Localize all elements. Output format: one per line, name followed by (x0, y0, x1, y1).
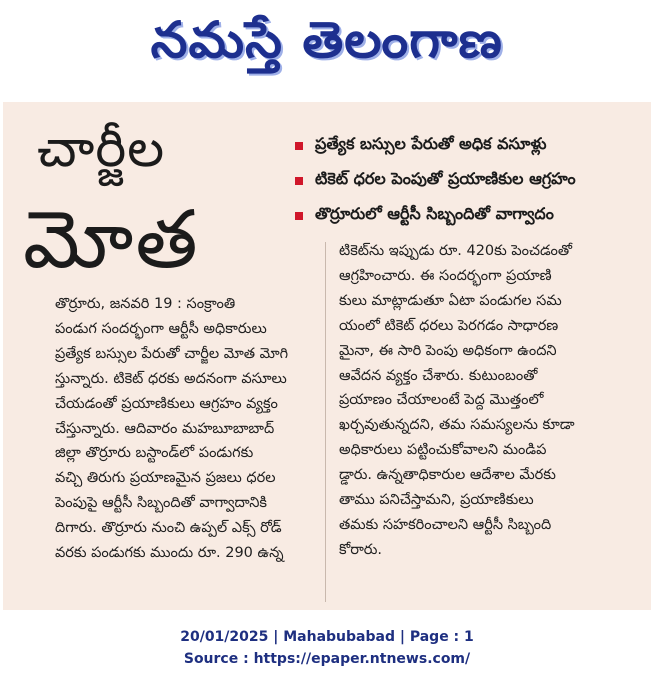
summary-bullet-text: టికెట్ ధరల పెంపుతో ప్రయాణికుల ఆగ్రహం (315, 169, 576, 188)
article-line: ఆవేదన వ్యక్తం చేశారు. కుటుంబంతో (339, 367, 538, 384)
masthead-title: నమస్తే తెలంగాణ (150, 10, 504, 69)
article-line: మైనా, ఈ సారి పెంపు అధికంగా ఉందని (339, 342, 557, 359)
article-line: తొర్రూరు, జనవరి 19 : సంక్రాంతి (55, 296, 236, 312)
article-line: స్తున్నారు. టికెట్ ధరకు అదనంగా వసూలు (55, 370, 287, 387)
article-line: తాము పనిచేస్తామని, ప్రయాణికులు (339, 492, 534, 509)
summary-bullet (295, 163, 647, 198)
article-line: వరకు పండుగకు ముందు రూ. 290 ఉన్న (55, 545, 284, 562)
article-line: ఆగ్రహించారు. ఈ సందర్భంగా ప్రయాణి (339, 267, 552, 284)
article-line: యంలో టికెట్ ధరలు పెరగడం సాధారణ (339, 317, 559, 334)
article-line: చేయడంతో ప్రయాణికులు ఆగ్రహం వ్యక్తం (55, 395, 278, 412)
article-line: కులు మాట్లాడుతూ ఏటా పండుగల సమ (339, 292, 562, 309)
article-column-right (339, 239, 631, 563)
article-line: కోరారు. (339, 541, 383, 558)
article-line: డ్డారు. ఉన్నతాధికారుల ఆదేశాల మేరకు (339, 467, 556, 484)
column-divider (325, 242, 326, 602)
article-line: జిల్లా తొర్రూరు బస్టాండ్‌లో పండుగకు (55, 445, 254, 462)
article-column-left (55, 292, 313, 566)
article-line: దిగారు. తొర్రూరు నుంచి ఉప్పల్ ఎక్స్ రోడ్ (55, 520, 282, 537)
headline-line-2: మోత (23, 193, 200, 286)
summary-bullets (295, 128, 647, 233)
article-line: ఖర్చవుతున్నదని, తమ సమస్యలను కూడా (339, 417, 575, 434)
article-line: పండుగ సందర్భంగా ఆర్టీసీ అధికారులు (55, 320, 267, 337)
red-square-bullet-icon (295, 177, 303, 185)
article-line: ప్రయాణం చేయాలంటే పెద్ద మొత్తంలో (339, 392, 544, 409)
article-line: పెంపుపై ఆర్టీసీ సిబ్బందితో వాగ్వాదానికి (55, 495, 267, 512)
headline-line-1: చార్జీల (37, 119, 166, 179)
red-square-bullet-icon (295, 212, 303, 220)
article-line: వచ్చి తిరుగు ప్రయాణమైన ప్రజలు ధరల (55, 470, 276, 487)
article-line: ప్రత్యేక బస్సుల పేరుతో చార్జీల మోత మోగి (55, 345, 289, 362)
source-info: Source : https://epaper.ntnews.com/ (183, 651, 471, 667)
clipping-footer (0, 626, 654, 670)
red-square-bullet-icon (295, 142, 303, 150)
article-line: టికెట్‌ను ఇప్పుడు రూ. 420కు పెంచడంతో (339, 243, 573, 259)
newspaper-masthead (0, 0, 654, 92)
summary-bullet (295, 128, 647, 163)
article-line: చేస్తున్నారు. ఆదివారం మహబూబాబాద్ (55, 420, 275, 437)
news-clipping (3, 102, 651, 610)
article-line: తమకు సహకరించాలని ఆర్టీసీ సిబ్బంది (339, 516, 552, 533)
summary-bullet (295, 198, 647, 233)
summary-bullet-text: ప్రత్యేక బస్సుల పేరుతో అధిక వసూళ్లు (315, 134, 547, 153)
article-line: అధికారులు పట్టించుకోవాలని మండిప (339, 442, 547, 459)
summary-bullet-text: తొర్రూరులో ఆర్టీసీ సిబ్బందితో వాగ్వాదం (315, 204, 554, 223)
edition-info: 20/01/2025 | Mahabubabad | Page : 1 (180, 629, 474, 645)
